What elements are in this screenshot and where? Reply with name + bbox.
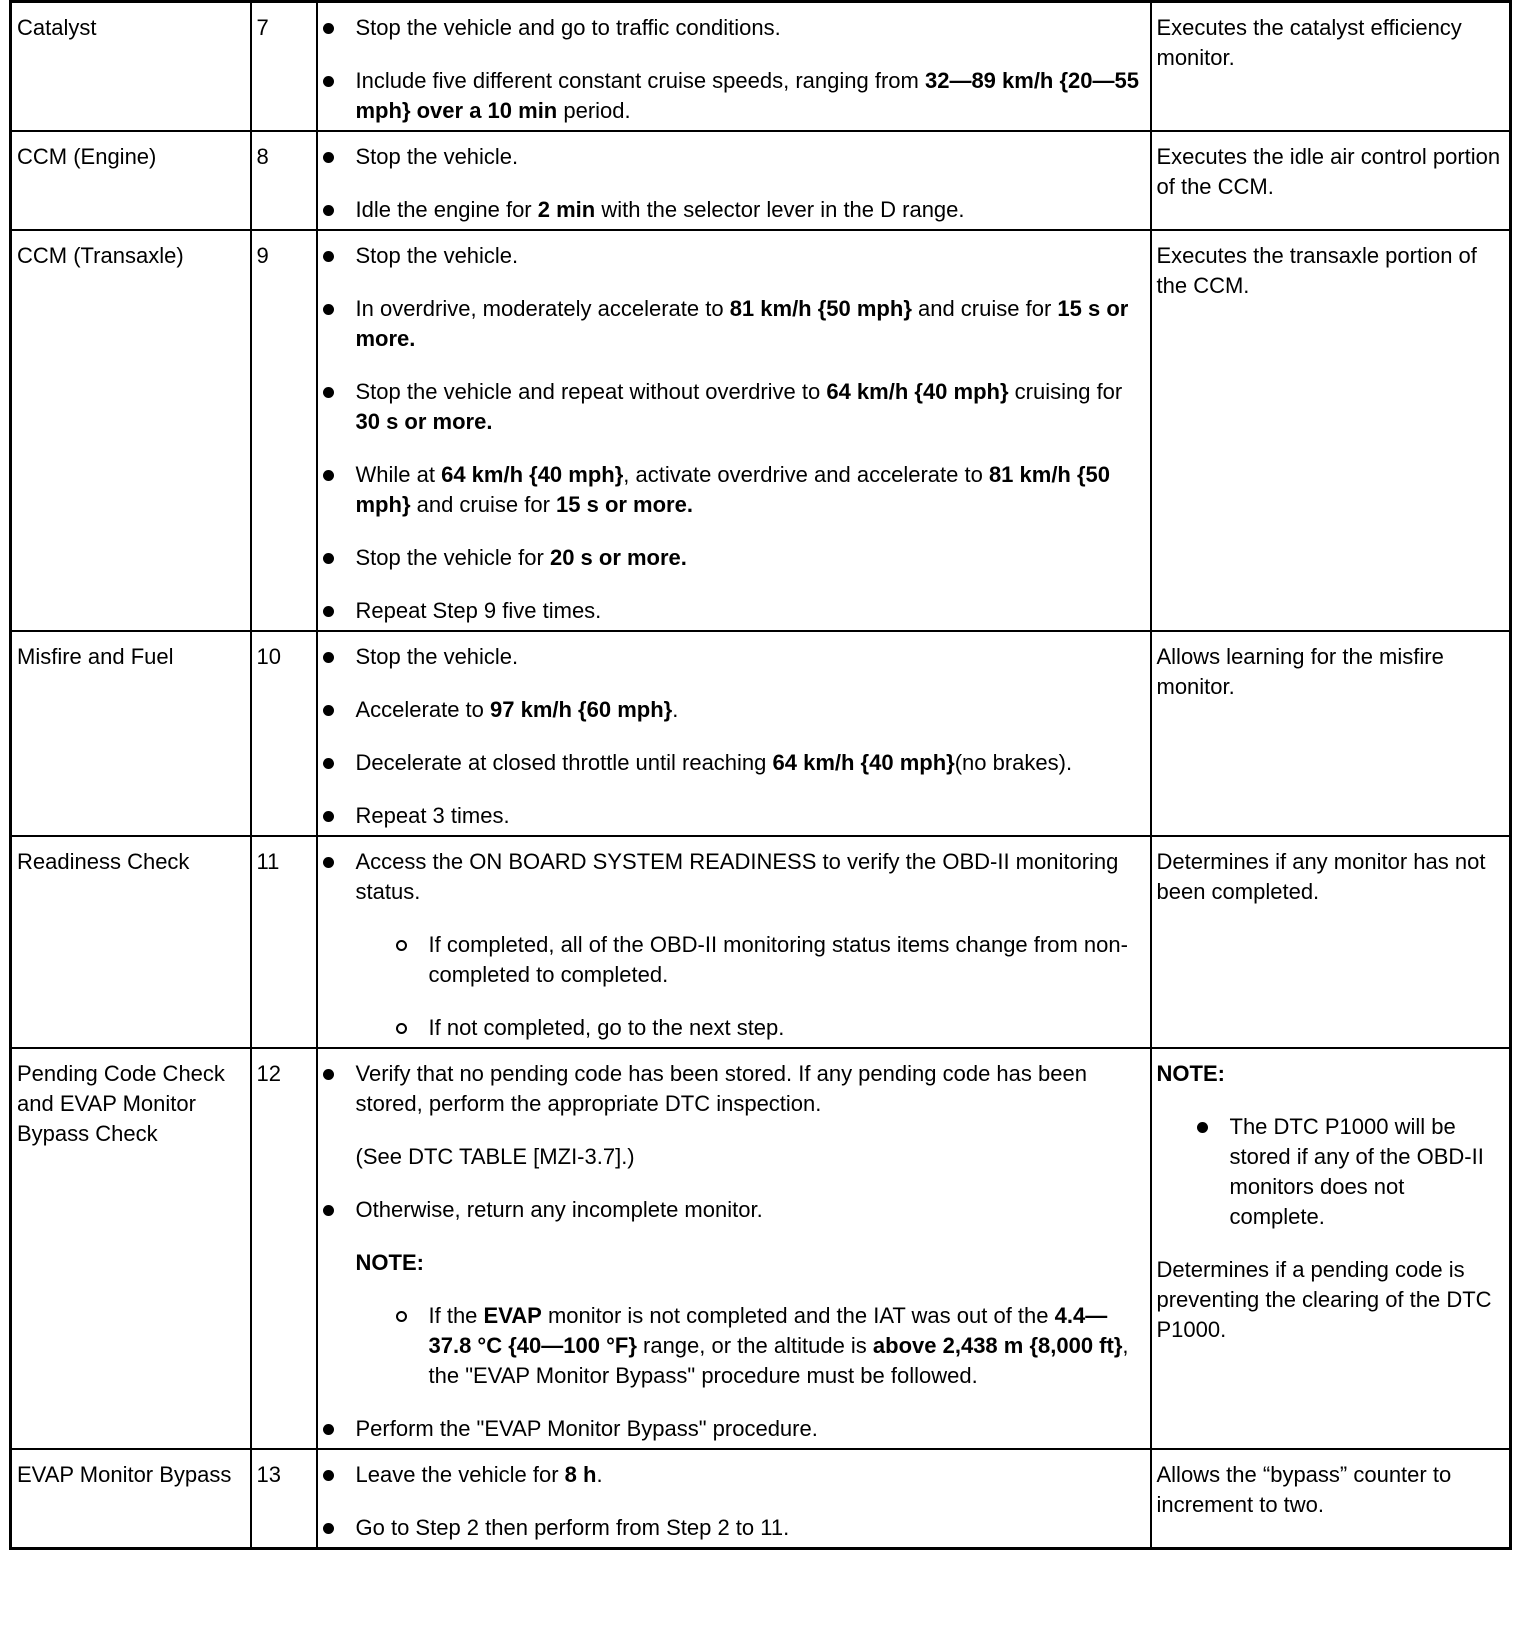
- result-text: Determines if a pending code is preventing the clearing of the DTC P1000.: [1156, 1257, 1492, 1342]
- table-row: [11, 1048, 1511, 1449]
- list-item-text: Verify that no pending code has been stored. If any pending code has been stored, perform the appropriate DTC inspection.: [355, 1061, 1087, 1116]
- list-item: Idle the engine for 2 min with the selector lever in the D range.: [323, 195, 1145, 225]
- list-item: In overdrive, moderately accelerate to 81 km/h {50 mph} and cruise for 15 s or more.: [323, 294, 1145, 354]
- procedure-cell: [317, 2, 1151, 132]
- sub-list-item: If not completed, go to the next step.: [396, 1013, 1145, 1043]
- list-item: The DTC P1000 will be stored if any of the OBD-II monitors does not complete.: [1197, 1112, 1505, 1232]
- note-label: NOTE:: [1156, 1061, 1225, 1086]
- procedure-cell: [317, 230, 1151, 631]
- list-item: Stop the vehicle and repeat without overdrive to 64 km/h {40 mph} cruising for 30 s or more.: [323, 377, 1145, 437]
- list-item-text: Otherwise, return any incomplete monitor.: [355, 1197, 763, 1222]
- list-item: Stop the vehicle for 20 s or more.: [323, 543, 1145, 573]
- list-item: Leave the vehicle for 8 h.: [323, 1460, 1145, 1490]
- list-item: Decelerate at closed throttle until reaching 64 km/h {40 mph}(no brakes).: [323, 748, 1145, 778]
- step-number: 13: [251, 1449, 317, 1549]
- table-row: [11, 230, 1511, 631]
- result-cell: Determines if any monitor has not been completed.: [1151, 836, 1511, 1048]
- step-number: 11: [251, 836, 317, 1048]
- monitor-name: Misfire and Fuel: [11, 631, 251, 836]
- procedure-cell: [317, 131, 1151, 230]
- list-item: [323, 847, 1145, 1043]
- list-item: [323, 1195, 1145, 1391]
- list-item: [323, 1059, 1145, 1172]
- table-row: [11, 131, 1511, 230]
- step-number: 12: [251, 1048, 317, 1449]
- procedure-cell: [317, 1449, 1151, 1549]
- monitor-name: CCM (Engine): [11, 131, 251, 230]
- monitor-name: Readiness Check: [11, 836, 251, 1048]
- list-item: Stop the vehicle.: [323, 241, 1145, 271]
- monitor-name: CCM (Transaxle): [11, 230, 251, 631]
- procedure-cell: [317, 836, 1151, 1048]
- list-item: Stop the vehicle.: [323, 142, 1145, 172]
- list-item: Accelerate to 97 km/h {60 mph}.: [323, 695, 1145, 725]
- list-item: While at 64 km/h {40 mph}, activate overdrive and accelerate to 81 km/h {50 mph} and cruise for 15 s or more.: [323, 460, 1145, 520]
- list-item-text: Access the ON BOARD SYSTEM READINESS to verify the OBD-II monitoring status.: [355, 849, 1119, 904]
- list-item: Repeat Step 9 five times.: [323, 596, 1145, 626]
- list-item: Repeat 3 times.: [323, 801, 1145, 831]
- see-reference: (See DTC TABLE [MZI-3.7].): [355, 1144, 635, 1169]
- result-cell: Executes the transaxle portion of the CCM.: [1151, 230, 1511, 631]
- result-cell: Executes the catalyst efficiency monitor.: [1151, 2, 1511, 132]
- procedure-cell: [317, 631, 1151, 836]
- table-row: [11, 1449, 1511, 1549]
- list-item: Go to Step 2 then perform from Step 2 to 11.: [323, 1513, 1145, 1543]
- monitor-name: Catalyst: [11, 2, 251, 132]
- table-row: [11, 2, 1511, 132]
- table-row: [11, 836, 1511, 1048]
- list-item: Include five different constant cruise speeds, ranging from 32—89 km/h {20—55 mph} over a 10 min period.: [323, 66, 1145, 126]
- list-item: Stop the vehicle and go to traffic conditions.: [323, 13, 1145, 43]
- sub-list-item: If completed, all of the OBD-II monitoring status items change from non-completed to completed.: [396, 930, 1145, 990]
- sub-list-item: If the EVAP monitor is not completed and the IAT was out of the 4.4—37.8 °C {40—100 °F} range, or the altitude is above 2,438 m {8,000 ft}, the "EVAP Monitor Bypass" procedure must be followed.: [396, 1301, 1145, 1391]
- drive-mode-table: [9, 0, 1512, 1550]
- step-number: 8: [251, 131, 317, 230]
- step-number: 7: [251, 2, 317, 132]
- result-cell: Allows the “bypass” counter to increment to two.: [1151, 1449, 1511, 1549]
- monitor-name: Pending Code Check and EVAP Monitor Bypass Check: [11, 1048, 251, 1449]
- table-row: [11, 631, 1511, 836]
- procedure-cell: [317, 1048, 1151, 1449]
- result-cell: Allows learning for the misfire monitor.: [1151, 631, 1511, 836]
- step-number: 10: [251, 631, 317, 836]
- list-item: Stop the vehicle.: [323, 642, 1145, 672]
- note-label: NOTE:: [355, 1250, 424, 1275]
- step-number: 9: [251, 230, 317, 631]
- result-cell: [1151, 1048, 1511, 1449]
- monitor-name: EVAP Monitor Bypass: [11, 1449, 251, 1549]
- list-item: Perform the "EVAP Monitor Bypass" procedure.: [323, 1414, 1145, 1444]
- result-cell: Executes the idle air control portion of the CCM.: [1151, 131, 1511, 230]
